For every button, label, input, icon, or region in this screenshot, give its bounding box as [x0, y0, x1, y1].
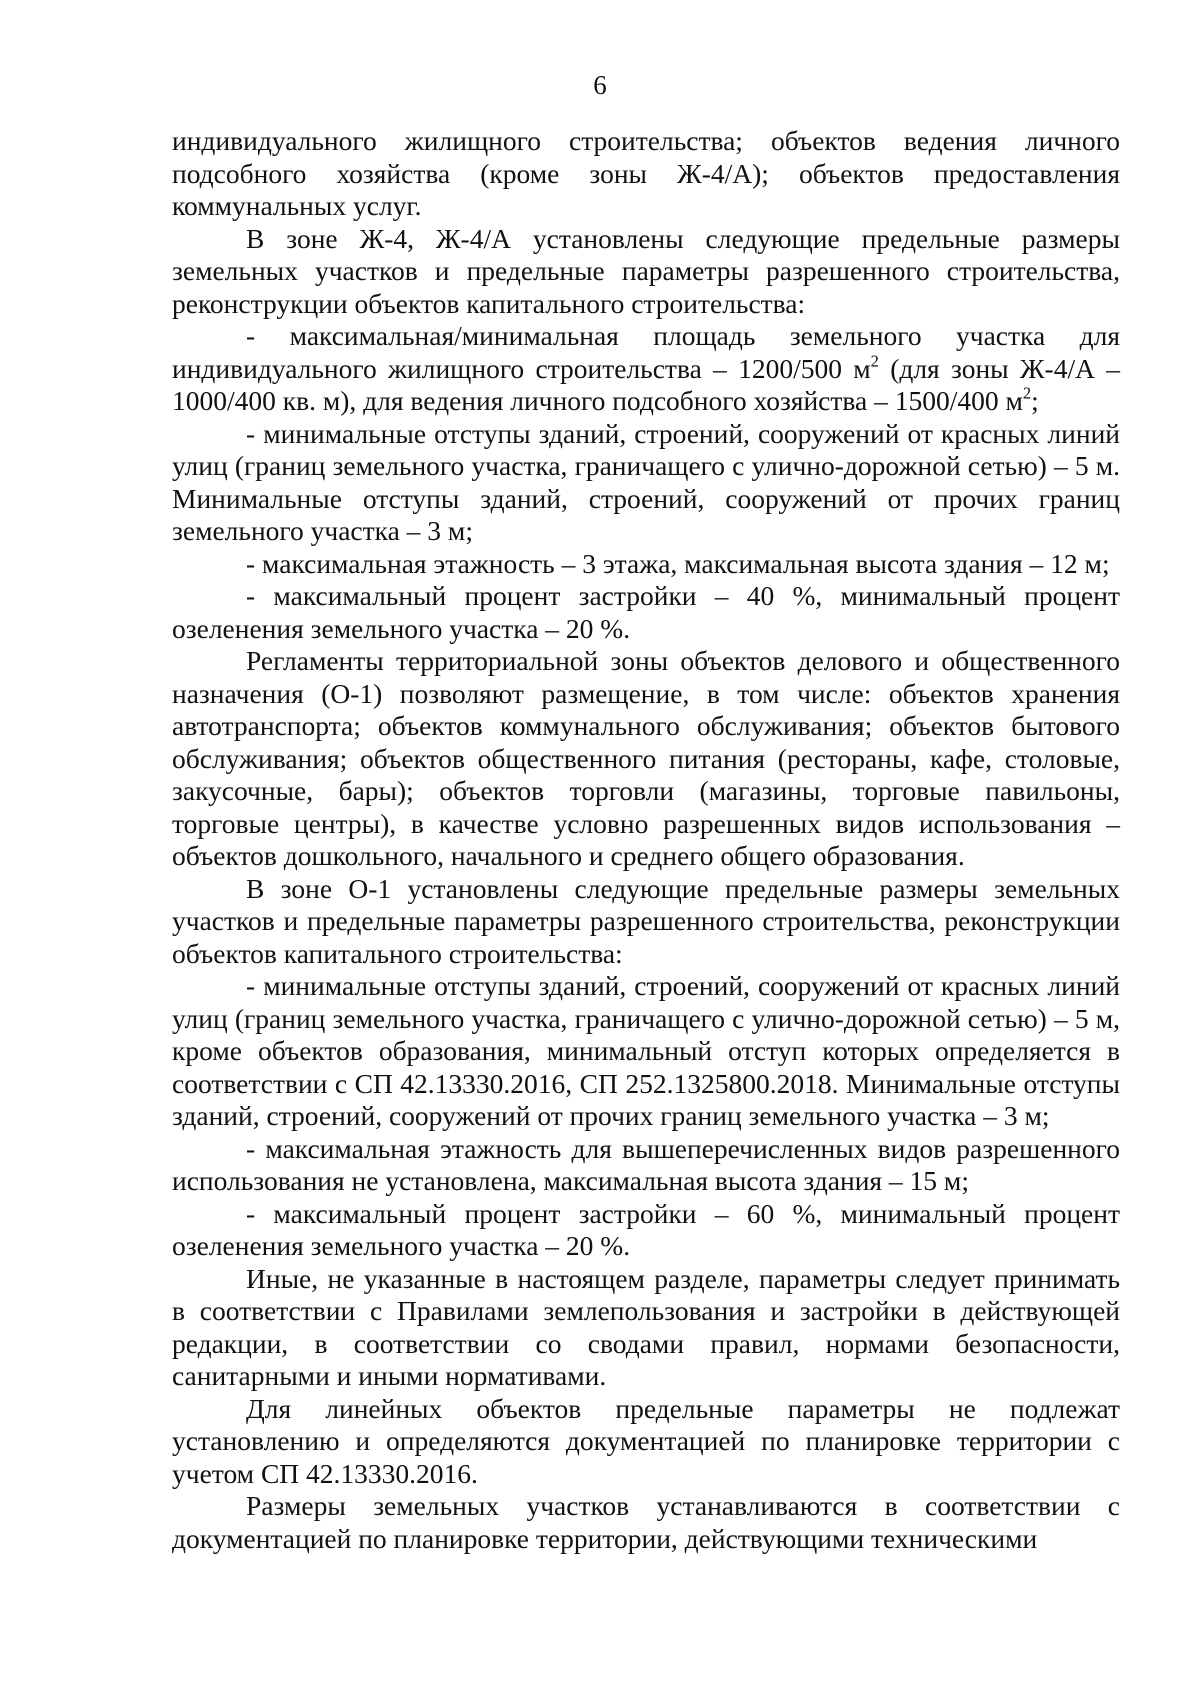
page-number: 6 [593, 70, 607, 100]
paragraph-zh4-intro: В зоне Ж-4, Ж-4/А установлены следующие предельные размеры земельных участков и предельные параметры разрешенного строительства, реконструкции объектов капитального строительства: [172, 222, 1120, 319]
paragraph-o1-setbacks: - минимальные отступы зданий, строений, сооружений от красных линий улиц (границ земельного участка, граничащего с улично-дорожной сетью) – 5 м, кроме объектов образования, минимальный отступ которых определяется в соответствии с СП 42.13330.2016, СП 252.1325800.2018. Минимальные отступы зданий, строений, сооружений от прочих границ земельного участка – 3 м; [172, 970, 1120, 1131]
paragraph-zh4-area [172, 320, 1120, 418]
document-body [172, 125, 1120, 1555]
paragraph-o1-intro: В зоне О-1 установлены следующие предельные размеры земельных участков и предельные параметры разрешенного строительства, реконструкции объектов капитального строительства: [172, 872, 1120, 969]
paragraph-linear-objects: Для линейных объектов предельные параметры не подлежат установлению и определяются документацией по планировке территории с учетом СП 42.13330.2016. [172, 1392, 1120, 1489]
paragraph-o1-regulations: Регламенты территориальной зоны объектов делового и общественного назначения (О-1) позволяют размещение, в том числе: объектов хранения автотранспорта; объектов коммунального обслуживания; объектов бытового обслуживания; объектов общественного питания (рестораны, кафе, столовые, закусочные, бары); объектов торговли (магазины, торговые павильоны, торговые центры), в качестве условно разрешенных видов использования – объектов дошкольного, начального и среднего общего образования. [172, 645, 1120, 871]
paragraph-zh4-floors: - максимальная этажность – 3 этажа, максимальная высота здания – 12 м; [246, 547, 1110, 579]
paragraph-continuation: индивидуального жилищного строительства; объектов ведения личного подсобного хозяйства (кроме зоны Ж-4/А); объектов предоставления коммунальных услуг. [172, 125, 1120, 221]
superscript-2: 2 [870, 350, 879, 370]
superscript-2: 2 [1022, 383, 1032, 403]
paragraph-o1-coverage: - максимальный процент застройки – 60 %, минимальный процент озеленения земельного участка – 20 %. [172, 1197, 1120, 1261]
paragraph-o1-floors: - максимальная этажность для вышеперечисленных видов разрешенного использования не установлена, максимальная высота здания – 15 м; [172, 1132, 1120, 1196]
paragraph-plot-sizes: Размеры земельных участков устанавливаются в соответствии с документацией по планировке территории, действующими техническими [172, 1490, 1120, 1554]
paragraph-other-params: Иные, не указанные в настоящем разделе, параметры следует принимать в соответствии с Правилами землепользования и застройки в действующей редакции, в соответствии со сводами правил, нормами безопасности, санитарными и иными нормативами. [172, 1262, 1120, 1391]
paragraph-zh4-coverage: - максимальный процент застройки – 40 %, минимальный процент озеленения земельного участка – 20 %. [172, 580, 1120, 644]
area-text-2: (для зоны Ж-4/А – 1000/400 кв. м), для ведения личного подсобного хозяйства – 1500/400 м [172, 352, 1120, 416]
paragraph-zh4-setbacks: - минимальные отступы зданий, строений, сооружений от красных линий улиц (границ земельного участка, граничащего с улично-дорожной сетью) – 5 м. Минимальные отступы зданий, строений, сооружений от прочих границ земельного участка – 3 м; [172, 417, 1120, 546]
area-text-3: ; [1031, 385, 1039, 416]
area-text-1: - максимальная/минимальная площадь земельного участка для индивидуального жилищного строительства – 1200/500 м [172, 320, 1120, 384]
